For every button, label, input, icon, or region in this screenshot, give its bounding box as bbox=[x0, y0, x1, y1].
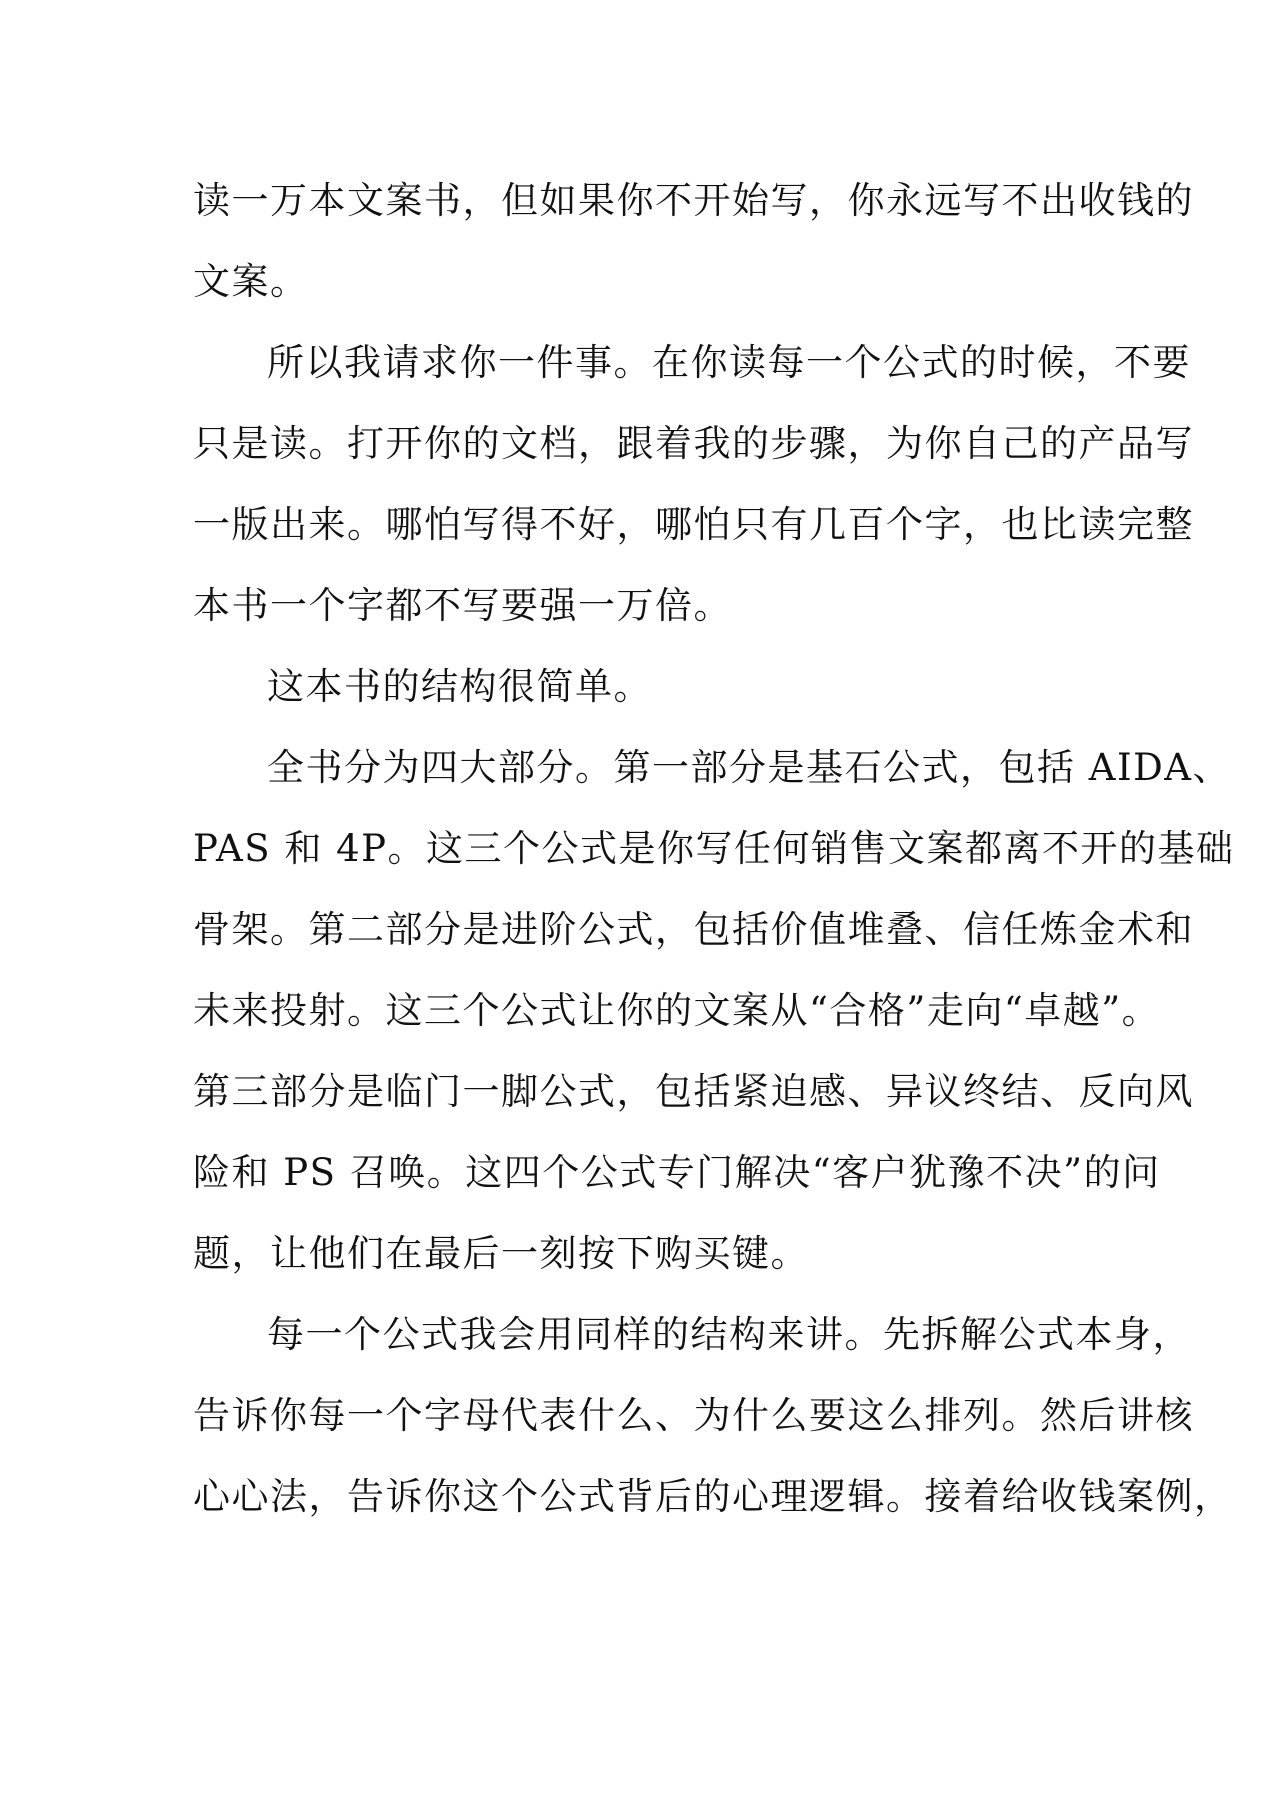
text-line: 心心法，告诉你这个公式背后的心理逻辑。接着给收钱案例， bbox=[193, 1475, 1233, 1518]
text-line: 全书分为四大部分。第一部分是基石公式，包括 AIDA、 bbox=[267, 746, 1231, 789]
text-line: 读一万本文案书，但如果你不开始写，你永远写不出收钱的 bbox=[193, 179, 1194, 222]
text-line: PAS 和 4P。这三个公式是你写任何销售文案都离不开的基础 bbox=[193, 827, 1235, 870]
paragraph-4 bbox=[193, 727, 1235, 1294]
text-line: 每一个公式我会用同样的结构来讲。先拆解公式本身， bbox=[267, 1313, 1191, 1356]
text-line: 文案。 bbox=[193, 260, 309, 303]
paragraph-3 bbox=[193, 646, 1083, 727]
text-line: 题，让他们在最后一刻按下购买键。 bbox=[193, 1232, 809, 1275]
text-line: 只是读。打开你的文档，跟着我的步骤，为你自己的产品写 bbox=[193, 422, 1194, 465]
text-line: 所以我请求你一件事。在你读每一个公式的时候，不要 bbox=[267, 341, 1191, 384]
text-line: 第三部分是临门一脚公式，包括紧迫感、异议终结、反向风 bbox=[193, 1070, 1194, 1113]
paragraph-2 bbox=[193, 322, 1194, 646]
paragraph-5 bbox=[193, 1294, 1233, 1537]
text-line: 一版出来。哪怕写得不好，哪怕只有几百个字，也比读完整 bbox=[193, 503, 1194, 546]
text-line: 本书一个字都不写要强一万倍。 bbox=[193, 584, 732, 627]
text-line: 未来投射。这三个公式让你的文案从“合格”走向“卓越”。 bbox=[193, 989, 1161, 1032]
text-line: 这本书的结构很简单。 bbox=[267, 665, 652, 708]
paragraph-1 bbox=[193, 160, 1194, 322]
text-line: 告诉你每一个字母代表什么、为什么要这么排列。然后讲核 bbox=[193, 1394, 1194, 1437]
text-line: 险和 PS 召唤。这四个公式专门解决“客户犹豫不决”的问 bbox=[193, 1151, 1161, 1194]
document-page bbox=[193, 160, 1235, 1537]
text-line: 骨架。第二部分是进阶公式，包括价值堆叠、信任炼金术和 bbox=[193, 908, 1194, 951]
